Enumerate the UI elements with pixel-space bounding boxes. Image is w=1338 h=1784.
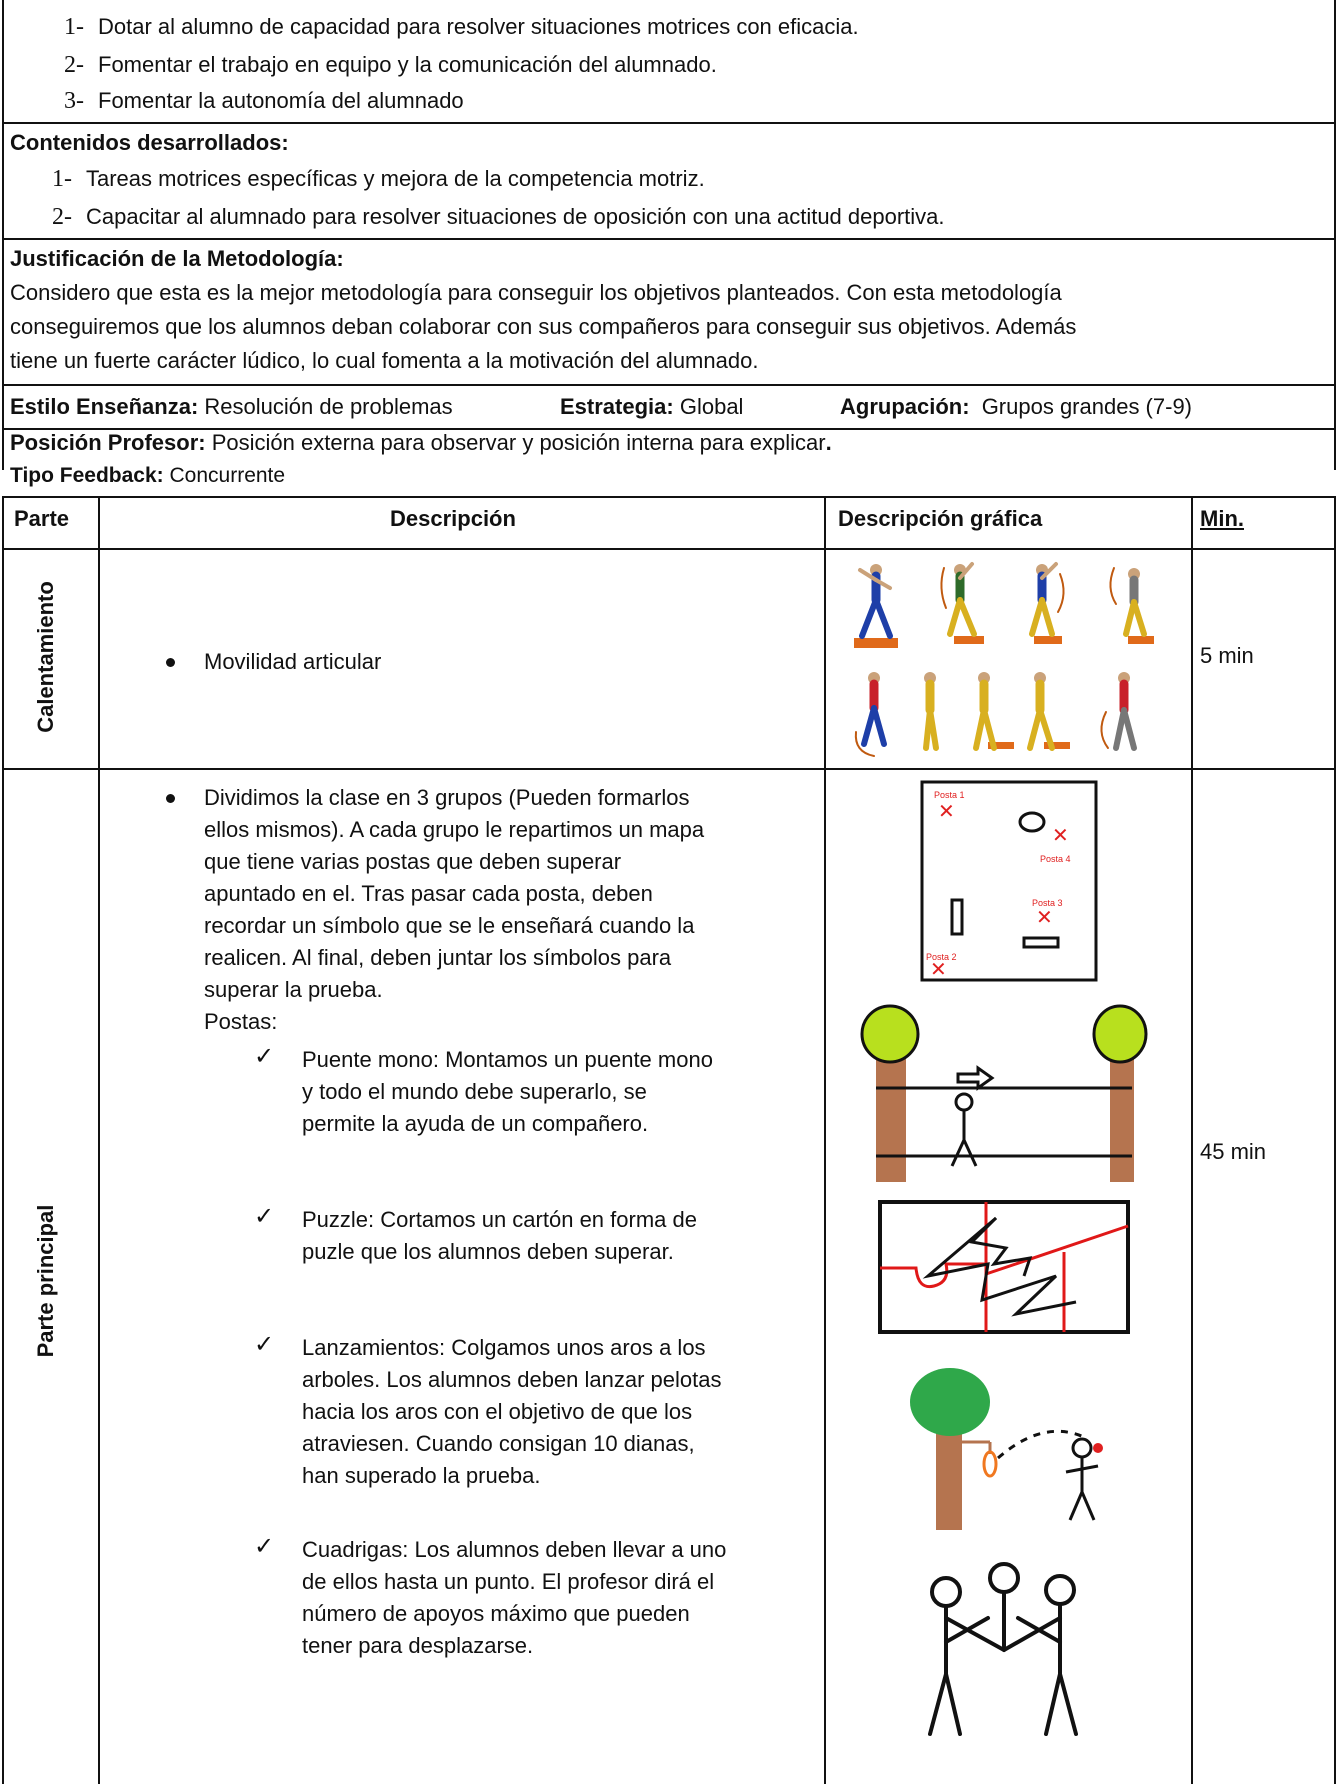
warmup-exercises-figure bbox=[834, 556, 1186, 762]
runner-figure bbox=[924, 672, 936, 748]
runner-figure bbox=[1032, 564, 1064, 644]
teaching-style-row bbox=[2, 386, 1336, 430]
runner-figure bbox=[941, 564, 984, 644]
map-label: Posta 2 bbox=[926, 952, 957, 962]
svg-text:✕: ✕ bbox=[1036, 905, 1053, 929]
feedback-label: Tipo Feedback: bbox=[10, 464, 164, 487]
posta-item: Puente mono: Montamos un puente mono y todo el mundo debe superarlo, se permite la ayuda de un compañero. bbox=[302, 1047, 713, 1136]
part-main: Parte principal bbox=[33, 1204, 58, 1358]
feedback-value: Concurrente bbox=[169, 464, 286, 487]
svg-text:✕: ✕ bbox=[930, 957, 947, 981]
svg-text:✕: ✕ bbox=[938, 799, 955, 823]
header-graphic: Descripción gráfica bbox=[838, 506, 1043, 531]
position-label: Posición Profesor: bbox=[10, 430, 206, 455]
header-description: Descripción bbox=[390, 506, 516, 531]
objective-item: 1- Dotar al alumno de capacidad para resolver situaciones motrices con eficacia. bbox=[64, 14, 859, 40]
warmup-min: 5 min bbox=[1200, 643, 1254, 668]
map-label: Posta 3 bbox=[1032, 898, 1063, 908]
posta-item: Cuadrigas: Los alumnos deben llevar a uno de ellos hasta un punto. El profesor dirá el número de apoyos máximo que pueden tener para desplazarse. bbox=[302, 1537, 727, 1658]
contents-box bbox=[2, 124, 1336, 240]
objective-item: 2- Fomentar el trabajo en equipo y la comunicación del alumnado. bbox=[64, 52, 717, 78]
grouping-value: Grupos grandes (7-9) bbox=[981, 394, 1193, 419]
posta-item: Lanzamientos: Colgamos unos aros a los arboles. Los alumnos deben lanzar pelotas hacia los aros con el objetivo de que los atraviesen. Cuando consigan 10 dianas, han superado la prueba. bbox=[302, 1335, 722, 1488]
check-icon: ✓ bbox=[254, 1330, 275, 1358]
justification-line: tiene un fuerte carácter lúdico, lo cual fomenta a la motivación del alumnado. bbox=[10, 348, 759, 373]
content-item: 1- Tareas motrices específicas y mejora de la competencia motriz. bbox=[52, 166, 705, 192]
position-value: Posición externa para observar y posición interna para explicar bbox=[211, 430, 826, 455]
check-icon: ✓ bbox=[254, 1532, 275, 1560]
justification-box bbox=[2, 240, 1336, 386]
style-label: Estilo Enseñanza: bbox=[10, 394, 199, 419]
postas-label: Postas: bbox=[204, 1009, 278, 1034]
runner-figure bbox=[854, 564, 898, 648]
justification-line: conseguiremos que los alumnos deban colaborar con sus compañeros para conseguir sus objetivos. Además bbox=[10, 314, 1077, 339]
throwing-figure bbox=[894, 1362, 1134, 1532]
header-part: Parte bbox=[14, 506, 70, 531]
runner-figure bbox=[1030, 672, 1070, 749]
content-item: 2- Capacitar al alumnado para resolver situaciones de oposición con una actitud deportiva. bbox=[52, 204, 945, 230]
check-icon: ✓ bbox=[254, 1042, 275, 1070]
feedback-line bbox=[10, 464, 285, 488]
bullet bbox=[166, 794, 175, 803]
strategy-label: Estrategia: bbox=[560, 394, 674, 419]
grouping-label: Agrupación: bbox=[840, 394, 970, 419]
posta-item: Puzzle: Cortamos un cartón en forma de puzle que los alumnos deben superar. bbox=[302, 1207, 697, 1264]
main-min: 45 min bbox=[1200, 1139, 1267, 1164]
contents-heading: Contenidos desarrollados: bbox=[10, 130, 289, 155]
chariot-figure bbox=[918, 1554, 1098, 1744]
map-figure bbox=[904, 778, 1104, 988]
header-min: Min. bbox=[1200, 506, 1244, 531]
puzzle-figure bbox=[876, 1198, 1136, 1338]
svg-text:✕: ✕ bbox=[1052, 823, 1069, 847]
bullet bbox=[166, 658, 175, 667]
style-value: Resolución de problemas bbox=[204, 394, 453, 419]
justification-heading: Justificación de la Metodología: bbox=[10, 246, 344, 271]
check-icon: ✓ bbox=[254, 1202, 275, 1230]
justification-line: Considero que esta es la mejor metodología para conseguir los objetivos planteados. Con esta metodología bbox=[10, 280, 1062, 305]
objectives-box bbox=[2, 0, 1336, 124]
map-label: Posta 1 bbox=[934, 790, 965, 800]
main-intro: Dividimos la clase en 3 grupos (Pueden formarlos ellos mismos). A cada grupo le repartimos un mapa que tiene varias postas que deben superar apuntado en el. Tras pasar cada posta, deben recordar un símbolo que se le enseñará cuando la realicen. Al final, deben juntar los símbolos para superar la prueba. Postas: bbox=[204, 782, 704, 1038]
runner-figure bbox=[1110, 568, 1154, 644]
part-warmup: Calentamiento bbox=[33, 581, 58, 733]
runner-figure bbox=[856, 672, 884, 756]
runner-figure bbox=[1101, 672, 1134, 748]
document-page bbox=[2, 0, 1336, 1784]
teacher-position-row: Posición Profesor: Posición externa para observar y posición interna para explicar. bbox=[2, 430, 1336, 470]
session-table bbox=[2, 496, 1336, 1784]
monkey-bridge-figure bbox=[854, 990, 1164, 1190]
warmup-item: Movilidad articular bbox=[204, 649, 382, 674]
runner-figure bbox=[976, 672, 1014, 749]
strategy-value: Global bbox=[679, 394, 744, 419]
objective-item: 3- Fomentar la autonomía del alumnado bbox=[64, 88, 464, 114]
map-label: Posta 4 bbox=[1040, 854, 1071, 864]
